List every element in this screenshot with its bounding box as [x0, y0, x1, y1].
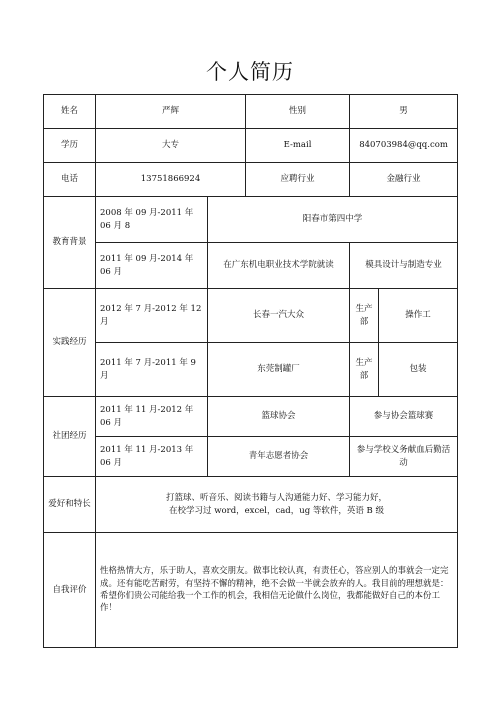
practice-dept-1: 生产部: [350, 289, 379, 343]
hobbies-line-2: 在校学习过 word，excel，cad，ug 等软件，英语 B 级: [169, 505, 385, 516]
practice-position-1: 操作工: [379, 289, 458, 343]
resume-table: [43, 94, 458, 648]
email-label: E-mail: [246, 129, 350, 163]
club-period-2: 2011 年 11 月-2013 年 06 月: [96, 437, 208, 477]
phone-label: 电话: [44, 163, 96, 197]
education-school-1: 阳春市第四中学: [208, 197, 458, 243]
education-school-2: 在广东机电职业技术学院就读: [208, 243, 350, 289]
education-label: 学历: [44, 129, 96, 163]
phone-value: 13751866924: [96, 163, 246, 197]
education-value: 大专: [96, 129, 246, 163]
industry-label: 应聘行业: [246, 163, 350, 197]
practice-position-2: 包装: [379, 343, 458, 397]
gender-value: 男: [350, 95, 458, 129]
practice-section-label: 实践经历: [44, 289, 96, 397]
education-period-1: 2008 年 09 月-2011 年 06 月 8: [96, 197, 208, 243]
gender-label: 性别: [246, 95, 350, 129]
name-label: 姓名: [44, 95, 96, 129]
name-value: 严辉: [96, 95, 246, 129]
education-section-label: 教育背景: [44, 197, 96, 289]
hobbies-label: 爱好和特长: [44, 477, 96, 533]
club-period-1: 2011 年 11 月-2012 年 06 月: [96, 397, 208, 437]
practice-company-2: 东莞制罐厂: [208, 343, 350, 397]
practice-period-2: 2011 年 7 月-2011 年 9 月: [96, 343, 208, 397]
self-eval-label: 自我评价: [44, 533, 96, 648]
education-period-2: 2011 年 09 月-2014 年 06 月: [96, 243, 208, 289]
industry-value: 金融行业: [350, 163, 458, 197]
email-value: 840703984@qq.com: [350, 129, 458, 163]
education-major-2: 模具设计与制造专业: [350, 243, 458, 289]
club-org-2: 青年志愿者协会: [208, 437, 350, 477]
club-activity-1: 参与协会篮球赛: [350, 397, 458, 437]
club-org-1: 篮球协会: [208, 397, 350, 437]
practice-dept-2: 生产部: [350, 343, 379, 397]
practice-period-1: 2012 年 7 月-2012 年 12 月: [96, 289, 208, 343]
hobbies-line-1: 打篮球、听音乐、阅读书籍与人沟通能力好、学习能力好，: [166, 493, 388, 504]
self-eval-text: 性格热情大方，乐于助人，喜欢交朋友。做事比较认真，有责任心，答应别人的事就会一定完成。还有能吃苦耐劳，有坚持不懈的精神，绝不会做一半就会放弃的人。我目前的理想就是：希望你们贵公司能给我一个工作的机会，我相信无论做什么岗位，我都能做好自己的本份工作！: [96, 533, 458, 648]
hobbies-content: [96, 477, 458, 533]
page-title: 个人简历: [206, 60, 294, 84]
club-activity-2: 参与学校义务献血后勤活动: [350, 437, 458, 477]
club-section-label: 社团经历: [44, 397, 96, 477]
practice-company-1: 长春一汽大众: [208, 289, 350, 343]
